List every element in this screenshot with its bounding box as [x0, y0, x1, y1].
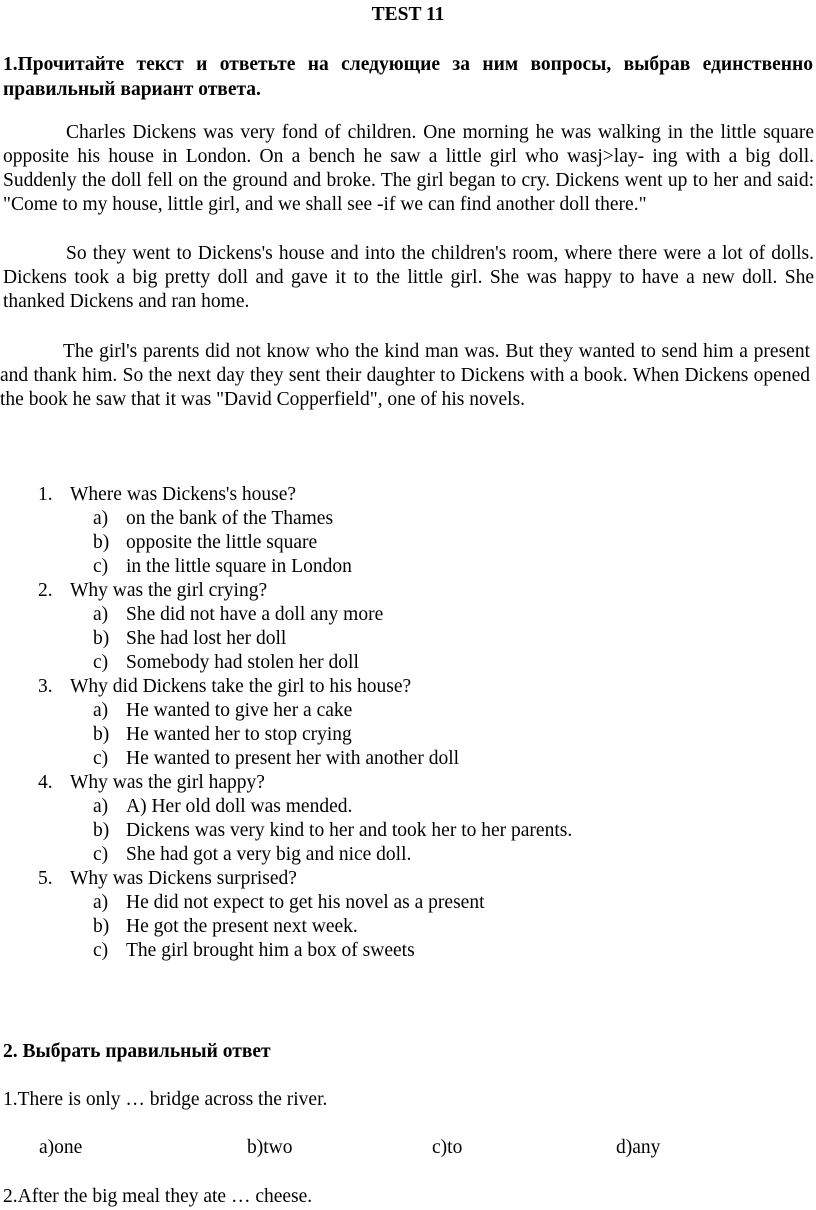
reading-paragraph: Charles Dickens was very fond of children. One morning he was walking in the little square opposite his house in London. On a bench he saw a little girl who wasj>lay- ing with a big doll. Suddenly the doll fell on the ground and broke. The girl began to cry. Dickens went up to her and said: "Come to my house, little girl, and we shall see -if we can find another doll there." [3, 122, 814, 215]
option-letter: c) [93, 940, 109, 961]
option-text: He wanted her to stop crying [126, 724, 352, 745]
answer-option [0, 555, 816, 579]
option-text: Somebody had stolen her doll [126, 652, 359, 673]
answer-option [0, 627, 816, 651]
question-item [0, 579, 816, 603]
question-text: Why did Dickens take the girl to his house? [70, 676, 412, 697]
answer-option [0, 843, 816, 867]
answer-option [0, 939, 816, 963]
choice-option: b)two [247, 1137, 293, 1158]
question-number: 5. [38, 868, 53, 889]
option-text: He got the present next week. [126, 916, 358, 937]
question-text: Where was Dickens's house? [70, 484, 297, 505]
answer-option [0, 747, 816, 771]
option-letter: b) [93, 724, 110, 745]
option-letter: a) [93, 796, 109, 817]
option-text: He wanted to present her with another doll [126, 748, 460, 769]
answer-option [0, 915, 816, 939]
task2-title: 2. Выбрать правильный ответ [3, 1041, 271, 1062]
option-text: Dickens was very kind to her and took her to her parents. [126, 820, 573, 841]
option-text: on the bank of the Thames [126, 508, 334, 529]
option-letter: c) [93, 748, 109, 769]
question-number: 3. [38, 676, 53, 697]
question-list [0, 483, 816, 963]
option-text: in the little square in London [126, 556, 352, 577]
option-letter: a) [93, 508, 109, 529]
question-item [0, 771, 816, 795]
option-letter: b) [93, 820, 110, 841]
question-text: Why was the girl happy? [70, 772, 265, 793]
answer-option [0, 723, 816, 747]
question-number: 1. [38, 484, 53, 505]
option-text: A) Her old doll was mended. [126, 796, 353, 817]
answer-option [0, 891, 816, 915]
answer-option [0, 819, 816, 843]
answer-option [0, 507, 816, 531]
reading-paragraph: So they went to Dickens's house and into the children's room, where there were a lot of dolls. Dickens took a big pretty doll and gave it to the little girl. She was happy to have a new doll. She thanked Dickens and ran home. [3, 243, 814, 312]
answer-option [0, 699, 816, 723]
option-text: opposite the little square [126, 532, 318, 553]
choice-option: a)one [39, 1137, 83, 1158]
task1-instruction: 1.Прочитайте текст и ответьте на следующие за ним вопросы, выбрав единственно правильный вариант ответа. [3, 54, 813, 100]
choice-option: d)any [616, 1137, 661, 1158]
option-letter: c) [93, 556, 109, 577]
test-title: TEST 11 [371, 4, 445, 25]
choice-row [0, 1136, 816, 1160]
exercise-sentence: 2.After the big meal they ate … cheese. [3, 1186, 313, 1207]
reading-paragraph: The girl's parents did not know who the kind man was. But they wanted to send him a present and thank him. So the next day they sent their daughter to Dickens with a book. When Dickens opened the book he saw that it was "David Copperfield", one of his novels. [0, 341, 810, 410]
question-text: Why was the girl crying? [70, 580, 268, 601]
answer-option [0, 603, 816, 627]
option-letter: b) [93, 628, 110, 649]
question-number: 2. [38, 580, 53, 601]
answer-option [0, 531, 816, 555]
answer-option [0, 795, 816, 819]
option-text: She did not have a doll any more [126, 604, 384, 625]
exercise-sentence: 1.There is only … bridge across the river. [3, 1089, 328, 1110]
question-item [0, 483, 816, 507]
option-letter: a) [93, 700, 109, 721]
option-letter: c) [93, 652, 109, 673]
question-text: Why was Dickens surprised? [70, 868, 297, 889]
option-text: She had got a very big and nice doll. [126, 844, 412, 865]
option-letter: a) [93, 892, 109, 913]
option-text: He did not expect to get his novel as a present [126, 892, 485, 913]
choice-option: c)to [432, 1137, 463, 1158]
option-letter: a) [93, 604, 109, 625]
question-number: 4. [38, 772, 53, 793]
option-text: He wanted to give her a cake [126, 700, 353, 721]
option-letter: b) [93, 532, 110, 553]
question-item [0, 675, 816, 699]
question-item [0, 867, 816, 891]
option-letter: b) [93, 916, 110, 937]
option-text: The girl brought him a box of sweets [126, 940, 415, 961]
option-text: She had lost her doll [126, 628, 287, 649]
option-letter: c) [93, 844, 109, 865]
answer-option [0, 651, 816, 675]
